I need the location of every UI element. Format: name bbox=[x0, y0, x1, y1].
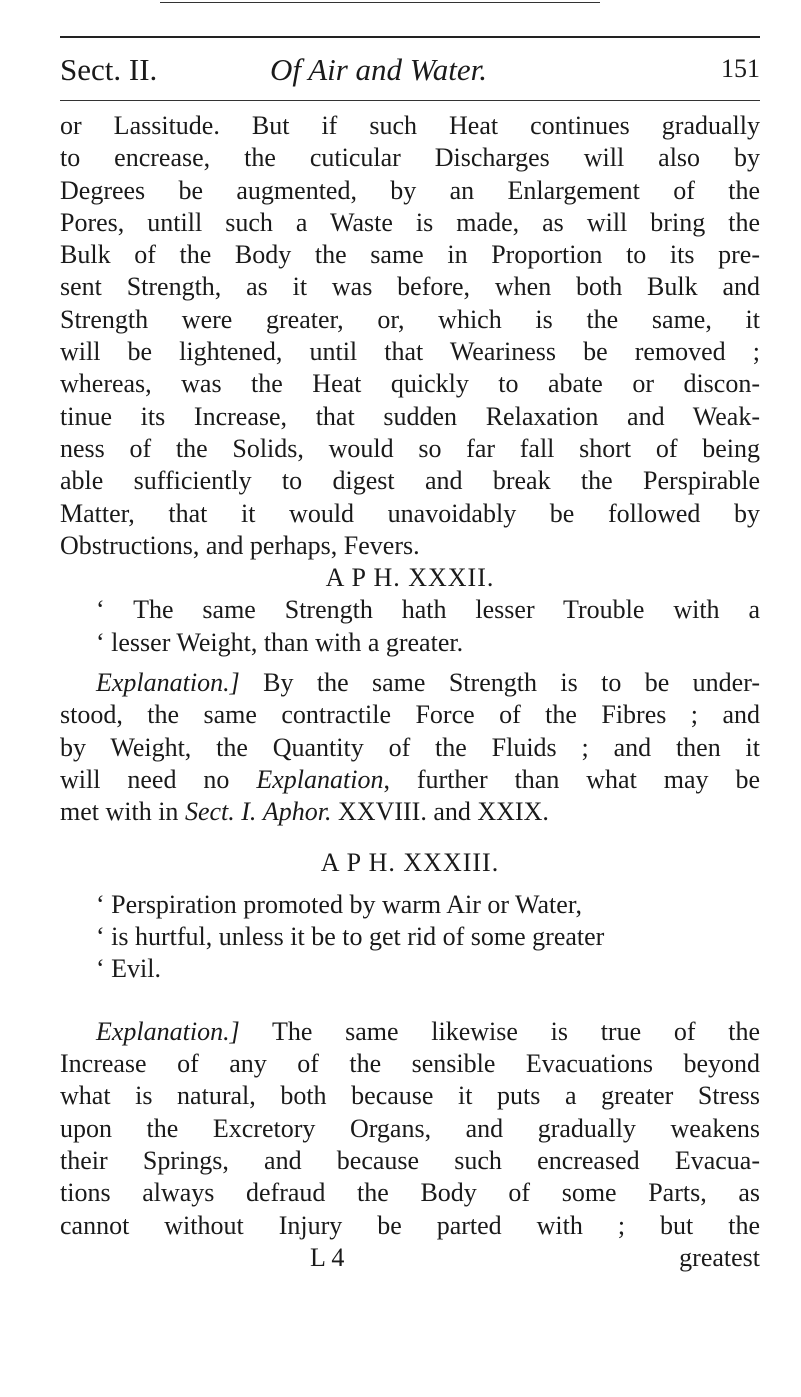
spacer bbox=[60, 829, 760, 847]
text-line bbox=[60, 764, 760, 796]
page-footer bbox=[60, 1242, 760, 1274]
running-title: Of Air and Water. bbox=[270, 52, 488, 87]
explanation-label: Explanation.] bbox=[96, 1016, 240, 1046]
catchword: greatest bbox=[679, 1242, 760, 1272]
text-line: Bulk of the Body the same in Proportion to its pre- bbox=[60, 240, 760, 270]
quote-line: ‘ Evil. bbox=[96, 954, 161, 984]
text-fragment: XXVIII. and XXIX. bbox=[331, 797, 549, 827]
aphorism-quote-33 bbox=[60, 889, 760, 986]
text-fragment: will need no bbox=[60, 764, 257, 794]
italic-term: Explanation bbox=[256, 764, 384, 794]
text-line: or Lassitude. But if such Heat continues gradually bbox=[60, 111, 760, 140]
text-line: whereas, was the Heat quickly to abate or discon- bbox=[60, 369, 760, 399]
text-line: ness of the Solids, would so far fall short of being bbox=[60, 433, 760, 463]
signature-mark: L 4 bbox=[310, 1242, 345, 1272]
text-line: able sufficiently to digest and break the Perspirable bbox=[60, 466, 760, 496]
paragraph-continuation bbox=[60, 110, 760, 562]
top-edge-rule bbox=[160, 2, 600, 3]
text-line bbox=[60, 667, 760, 699]
page-number: 151 bbox=[721, 54, 760, 83]
text-fragment: met with in bbox=[60, 797, 185, 827]
explanation-label: Explanation.] bbox=[96, 668, 240, 698]
running-header bbox=[60, 52, 760, 92]
text-line: sent Strength, as it was before, when both Bulk and bbox=[60, 272, 760, 302]
aphorism-heading-33: A P H. XXXIII. bbox=[320, 847, 500, 877]
text-line: Obstructions, and perhaps, Fevers. bbox=[60, 530, 420, 560]
text-line: Pores, untill such a Waste is made, as will bring the bbox=[60, 207, 760, 237]
text-line bbox=[60, 1016, 760, 1048]
text-line: by Weight, the Quantity of the Fluids ; and then it bbox=[60, 732, 760, 762]
text-line: what is natural, both because it puts a greater Stress bbox=[60, 1081, 760, 1111]
text-line: Degrees be augmented, by an Enlargement of the bbox=[60, 175, 760, 205]
text-line: cannot without Injury be parted with ; but the bbox=[60, 1210, 760, 1240]
section-reference: Sect. I. bbox=[184, 797, 257, 827]
header-top-rule bbox=[60, 36, 760, 38]
quote-line: ‘ Perspiration promoted by warm Air or Water, bbox=[96, 889, 582, 919]
body-text bbox=[60, 110, 760, 1274]
aphorism-reference: Aphor. bbox=[262, 797, 332, 827]
text-line: stood, the same contractile Force of the Fibres ; and bbox=[60, 700, 760, 730]
text-line: Matter, that it would unavoidably be followed by bbox=[60, 498, 760, 528]
text-line: tions always defraud the Body of some Parts, as bbox=[60, 1178, 760, 1208]
quote-line: ‘ The same Strength hath lesser Trouble with a bbox=[96, 595, 760, 625]
text-line: tinue its Increase, that sudden Relaxation and Weak- bbox=[60, 401, 760, 431]
header-bottom-rule bbox=[60, 100, 760, 101]
quote-line: ‘ lesser Weight, than with a greater. bbox=[96, 627, 464, 657]
text-fragment: , further than what may be bbox=[383, 764, 760, 794]
text-fragment: By the same Strength is to be under- bbox=[239, 668, 760, 698]
aphorism-heading-32: A P H. XXXII. bbox=[325, 563, 495, 593]
text-line: to encrease, the cuticular Discharges will also by bbox=[60, 143, 760, 173]
section-label: Sect. II. bbox=[60, 52, 158, 87]
aphorism-quote-32 bbox=[60, 594, 760, 659]
quote-line: ‘ is hurtful, unless it be to get rid of some greater bbox=[96, 922, 605, 952]
text-line: Increase of any of the sensible Evacuations beyond bbox=[60, 1049, 760, 1079]
text-line: upon the Excretory Organs, and gradually weakens bbox=[60, 1113, 760, 1143]
text-fragment: The same likewise is true of the bbox=[239, 1016, 760, 1046]
explanation-33 bbox=[60, 1016, 760, 1242]
text-line: Strength were greater, or, which is the same, it bbox=[60, 304, 760, 334]
text-line: their Springs, and because such encreased Evacua- bbox=[60, 1145, 760, 1175]
explanation-32 bbox=[60, 667, 760, 828]
text-line: will be lightened, until that Weariness be removed ; bbox=[60, 337, 760, 367]
text-line bbox=[60, 796, 760, 828]
